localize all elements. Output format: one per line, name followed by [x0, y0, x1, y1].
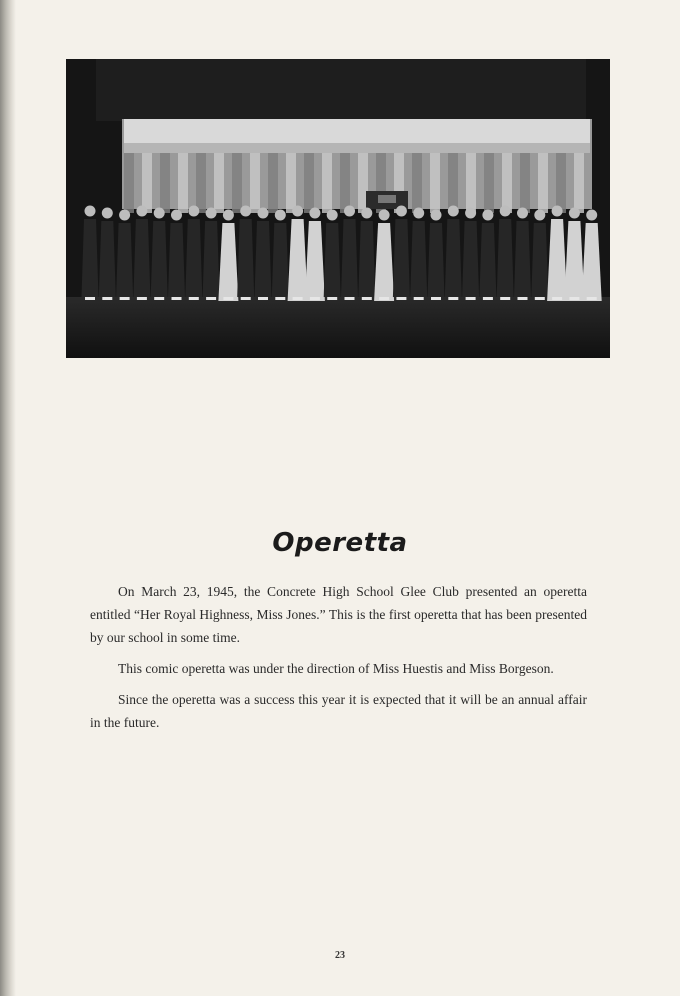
photo-illustration	[66, 59, 610, 358]
paragraph: Since the operetta was a success this year it is expected that it will be an annual affair in the future.	[90, 692, 587, 730]
stage-cast-photo	[66, 59, 610, 358]
page-number: 23	[335, 950, 345, 961]
paragraph: On March 23, 1945, the Concrete High School Glee Club presented an operetta entitled “Her Royal Highness, Miss Jones.” This is the first operetta that has been presented by our school in some time.	[90, 584, 587, 645]
binding-shadow	[0, 0, 16, 996]
paragraph: This comic operetta was under the direction of Miss Huestis and Miss Borgeson.	[118, 661, 554, 676]
page-title: Operetta	[272, 528, 408, 558]
article-body	[90, 580, 587, 742]
